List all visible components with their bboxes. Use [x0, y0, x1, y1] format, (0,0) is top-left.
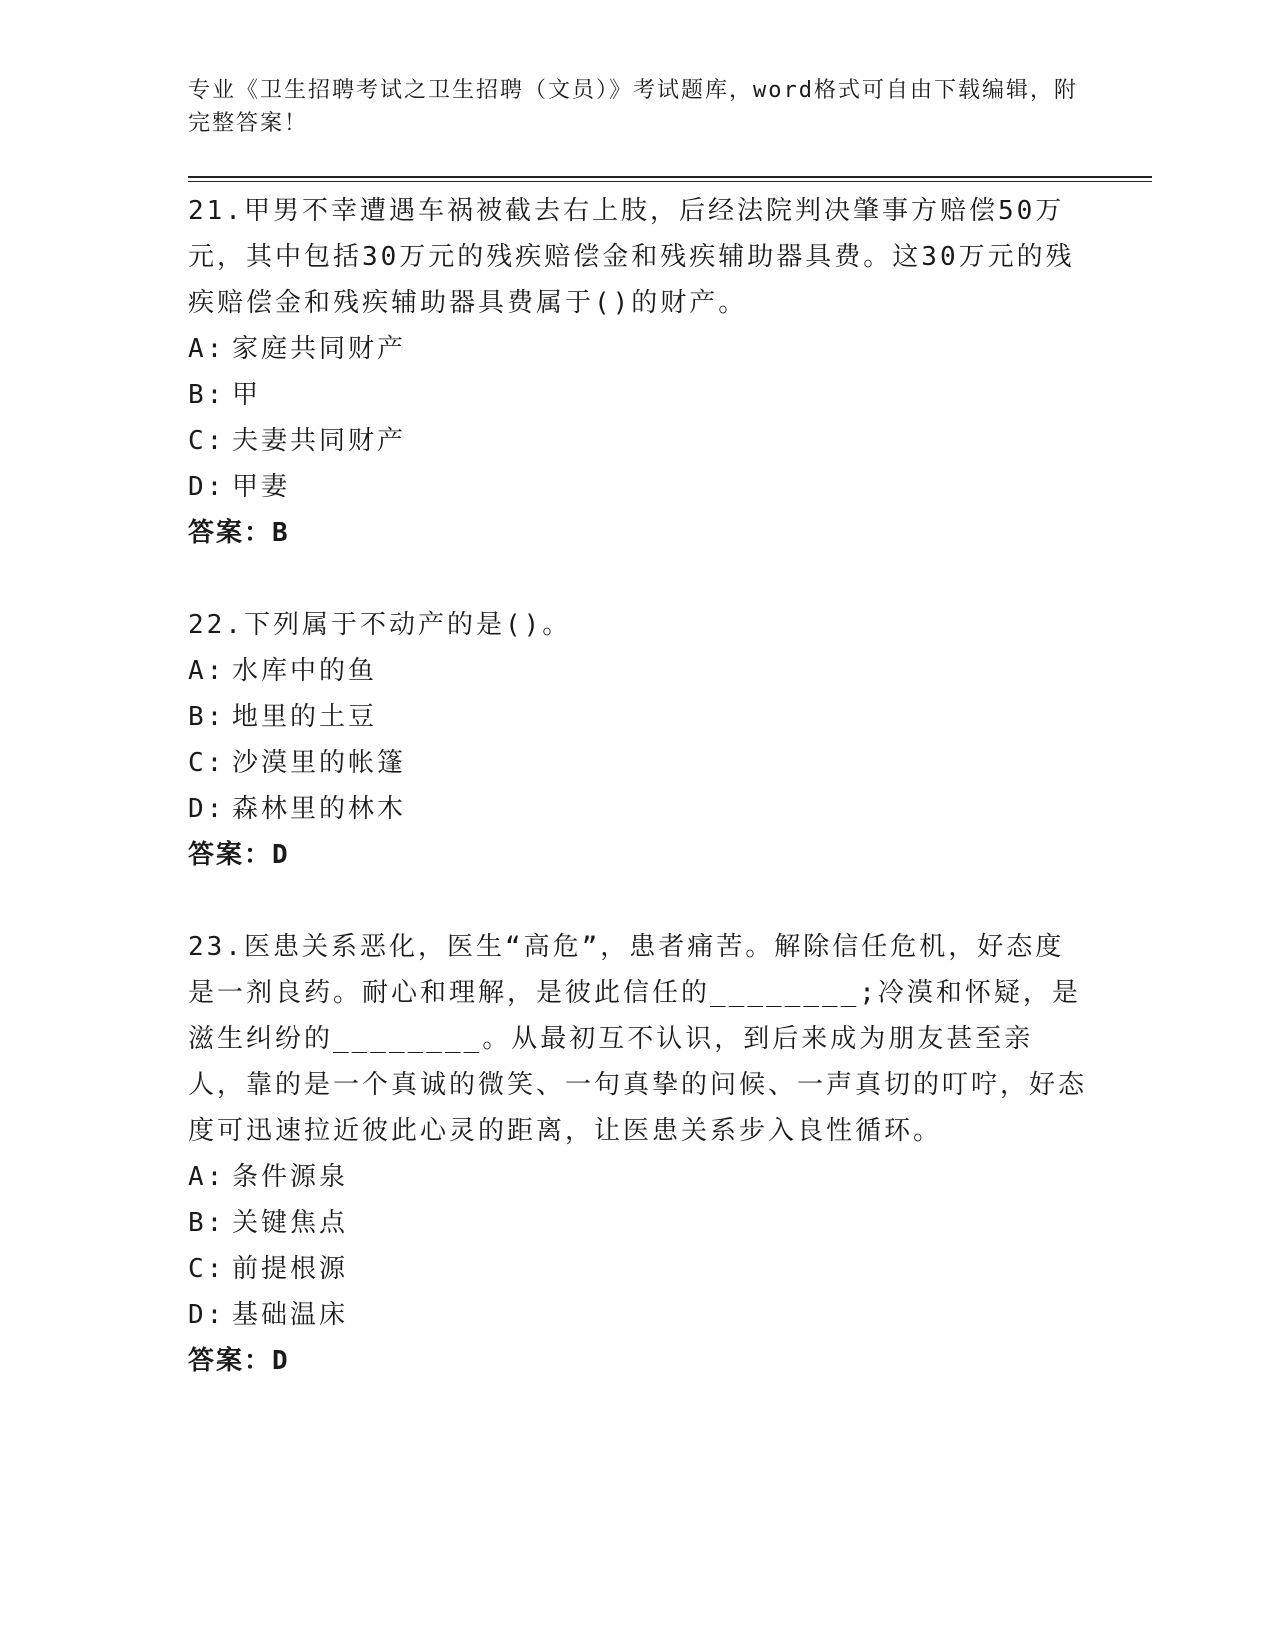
option-text: 水库中的鱼	[232, 656, 378, 686]
question-list	[188, 188, 1088, 1384]
option-key: C:	[188, 748, 226, 778]
option-key: C:	[188, 1254, 226, 1284]
option-text: 基础温床	[232, 1300, 349, 1330]
option-key: A:	[188, 656, 226, 686]
option-b	[188, 1200, 1088, 1246]
option-b	[188, 694, 1088, 740]
option-text: 关键焦点	[232, 1208, 349, 1238]
answer-line: 答案：D	[188, 1346, 290, 1376]
option-text: 家庭共同财产	[232, 334, 407, 364]
option-b	[188, 372, 1088, 418]
option-text: 前提根源	[232, 1254, 349, 1284]
answer-line: 答案：B	[188, 518, 290, 548]
header-divider-thick	[188, 176, 1152, 178]
option-text: 地里的土豆	[232, 702, 378, 732]
option-key: D:	[188, 472, 226, 502]
option-key: B:	[188, 380, 226, 410]
option-text: 甲妻	[232, 472, 291, 502]
option-text: 森林里的林木	[232, 794, 407, 824]
header-divider-thin	[188, 181, 1152, 182]
option-key: B:	[188, 1208, 226, 1238]
option-c	[188, 740, 1088, 786]
question-stem: 21.甲男不幸遭遇车祸被截去右上肢，后经法院判决肇事方赔偿50万元，其中包括30万元的残疾赔偿金和残疾辅助器具费。这30万元的残疾赔偿金和残疾辅助器具费属于()的财产。	[188, 196, 1075, 318]
option-text: 甲	[232, 380, 262, 410]
question-21	[188, 188, 1088, 556]
option-a	[188, 1154, 1088, 1200]
option-c	[188, 1246, 1088, 1292]
option-c	[188, 418, 1088, 464]
option-a	[188, 648, 1088, 694]
option-key: A:	[188, 1162, 226, 1192]
question-stem: 22.下列属于不动产的是()。	[188, 610, 572, 640]
spacer	[188, 556, 1088, 602]
option-key: C:	[188, 426, 226, 456]
question-stem: 23.医患关系恶化，医生“高危”，患者痛苦。解除信任危机，好态度是一剂良药。耐心和理解，是彼此信任的________;冷漠和怀疑，是滋生纠纷的________。从最初互不认识，到后来成为朋友甚至亲人，靠的是一个真诚的微笑、一句真挚的问候、一声真切的叮咛，好态度可迅速拉近彼此心灵的距离，让医患关系步入良性循环。	[188, 932, 1088, 1146]
document-header: 专业《卫生招聘考试之卫生招聘（文员）》考试题库，word格式可自由下载编辑，附完整答案！	[188, 78, 1078, 136]
option-d	[188, 1292, 1088, 1338]
option-d	[188, 464, 1088, 510]
option-key: D:	[188, 1300, 226, 1330]
option-text: 条件源泉	[232, 1162, 349, 1192]
option-key: D:	[188, 794, 226, 824]
question-23	[188, 924, 1088, 1384]
answer-line: 答案：D	[188, 840, 290, 870]
option-d	[188, 786, 1088, 832]
option-text: 沙漠里的帐篷	[232, 748, 407, 778]
option-a	[188, 326, 1088, 372]
option-text: 夫妻共同财产	[232, 426, 407, 456]
option-key: B:	[188, 702, 226, 732]
option-key: A:	[188, 334, 226, 364]
question-22	[188, 602, 1088, 878]
spacer	[188, 878, 1088, 924]
